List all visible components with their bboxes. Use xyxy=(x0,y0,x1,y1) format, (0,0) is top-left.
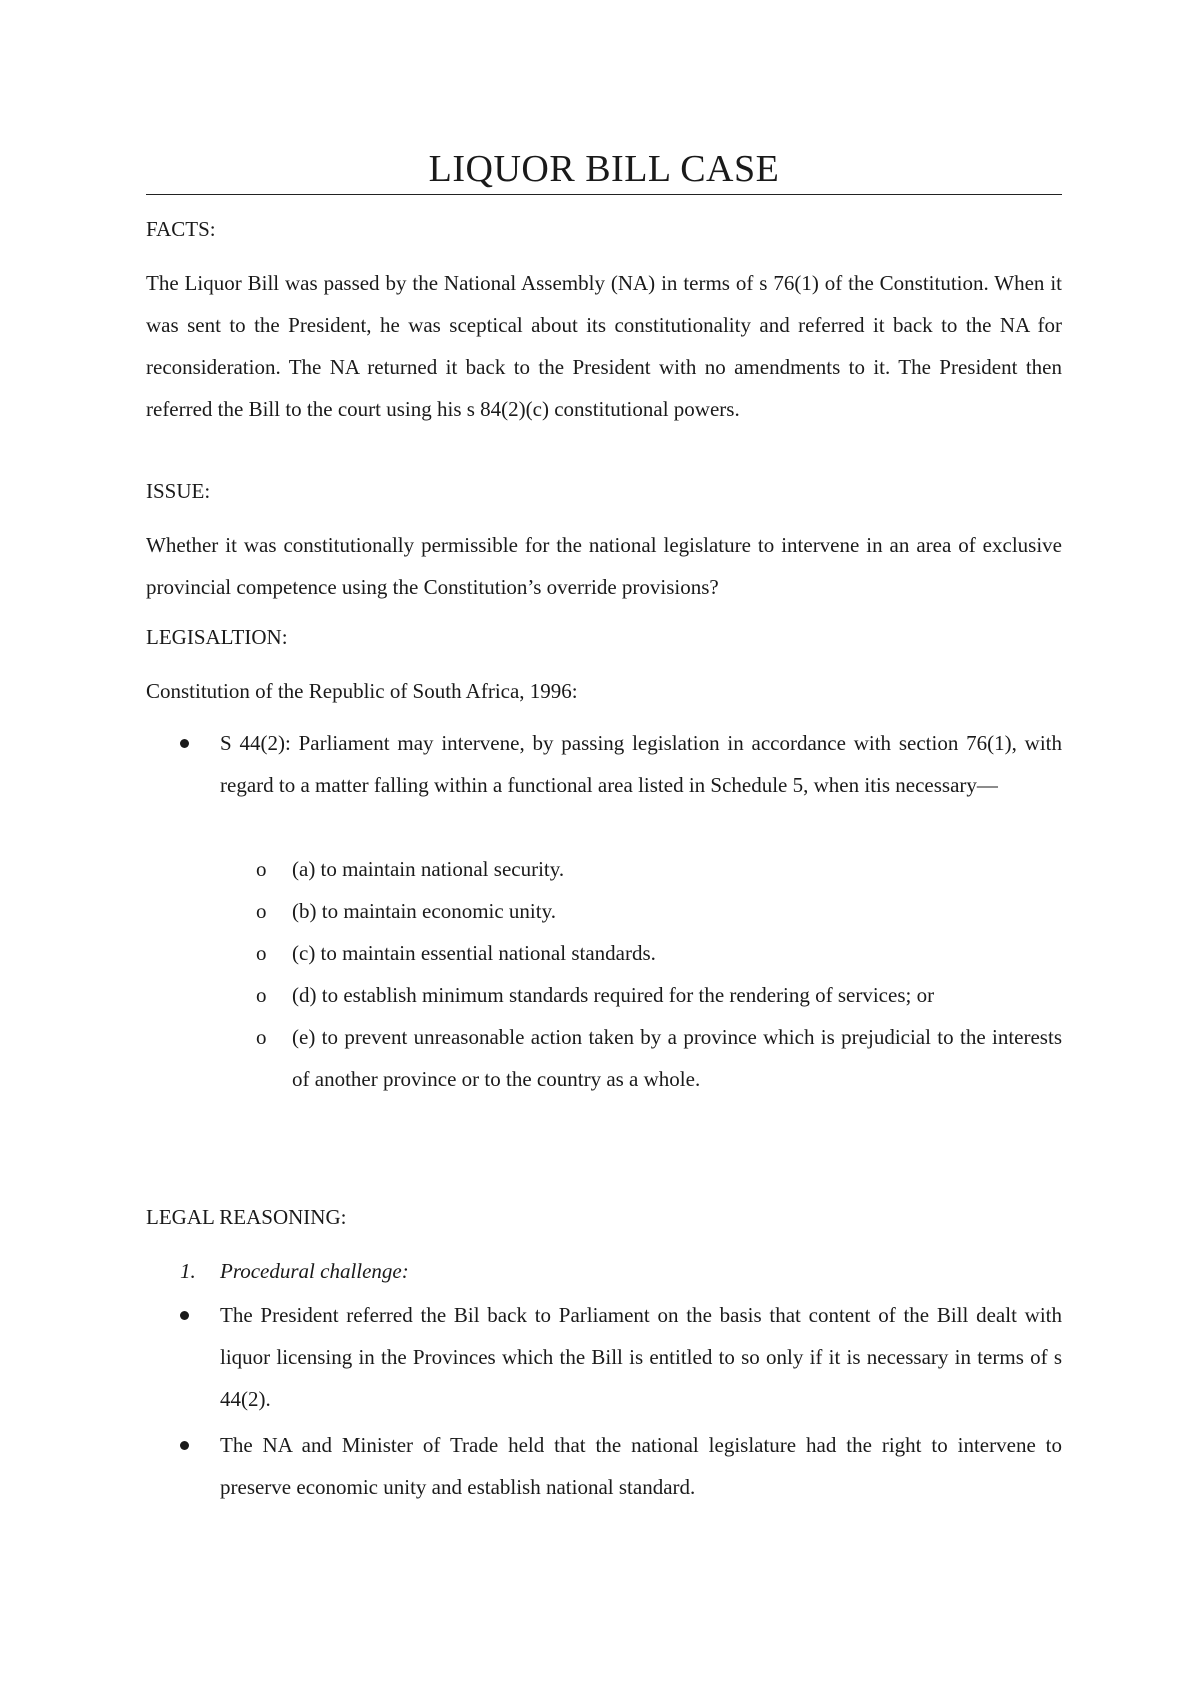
bullet-dot-icon xyxy=(180,1311,189,1320)
legislation-bullet xyxy=(180,722,1062,806)
sub-item xyxy=(256,890,1062,932)
circle-bullet-icon: o xyxy=(256,941,267,965)
point-number: 1. xyxy=(180,1259,196,1283)
reasoning-bullet-text: The President referred the Bil back to Parliament on the basis that content of the Bill dealt with liquor licensing in the Provinces which the Bill is entitled to so only if it is necessary in terms of s 44(2). xyxy=(220,1303,1062,1411)
issue-heading: ISSUE: xyxy=(146,479,211,503)
sub-item-text: (e) to prevent unreasonable action taken by a province which is prejudicial to the interests of another province or to the country as a whole. xyxy=(292,1025,1062,1091)
facts-heading: FACTS: xyxy=(146,217,216,241)
legislation-bullet-text: S 44(2): Parliament may intervene, by passing legislation in accordance with section 76(1), with regard to a matter falling within a functional area listed in Schedule 5, when itis necessary— xyxy=(220,731,1062,797)
reasoning-bullet-text: The NA and Minister of Trade held that the national legislature had the right to intervene to preserve economic unity and establish national standard. xyxy=(220,1433,1062,1499)
sub-item-text: (b) to maintain economic unity. xyxy=(292,899,556,923)
circle-bullet-icon: o xyxy=(256,1025,267,1049)
bullet-dot-icon xyxy=(180,1441,189,1450)
bullet-dot-icon xyxy=(180,739,189,748)
reasoning-heading: LEGAL REASONING: xyxy=(146,1205,347,1229)
document-title: LIQUOR BILL CASE xyxy=(428,148,780,190)
sub-item xyxy=(256,974,1062,1016)
circle-bullet-icon: o xyxy=(256,857,267,881)
facts-paragraph: The Liquor Bill was passed by the National Assembly (NA) in terms of s 76(1) of the Constitution. When it was sent to the President, he was sceptical about its constitutionality and referred it back to the NA for reconsideration. The NA returned it back to the President with no amendments to it. The President then referred the Bill to the court using his s 84(2)(c) constitutional powers. xyxy=(146,271,1062,421)
sub-item xyxy=(256,1016,1062,1100)
legislation-heading: LEGISALTION: xyxy=(146,625,288,649)
sub-item-text: (a) to maintain national security. xyxy=(292,857,565,881)
sub-item-text: (c) to maintain essential national standards. xyxy=(292,941,656,965)
title-underline xyxy=(146,194,1062,195)
point-title: Procedural challenge: xyxy=(220,1259,409,1283)
reasoning-bullet xyxy=(180,1294,1062,1420)
reasoning-bullet xyxy=(180,1424,1062,1508)
circle-bullet-icon: o xyxy=(256,983,267,1007)
issue-paragraph: Whether it was constitutionally permissible for the national legislature to intervene in an area of exclusive provincial competence using the Constitution’s override provisions? xyxy=(146,533,1062,599)
legislation-intro: Constitution of the Republic of South Africa, 1996: xyxy=(146,679,578,703)
circle-bullet-icon: o xyxy=(256,899,267,923)
sub-item-text: (d) to establish minimum standards required for the rendering of services; or xyxy=(292,983,935,1007)
sub-item xyxy=(256,932,1062,974)
numbered-point xyxy=(180,1250,1062,1292)
sub-item xyxy=(256,848,1062,890)
